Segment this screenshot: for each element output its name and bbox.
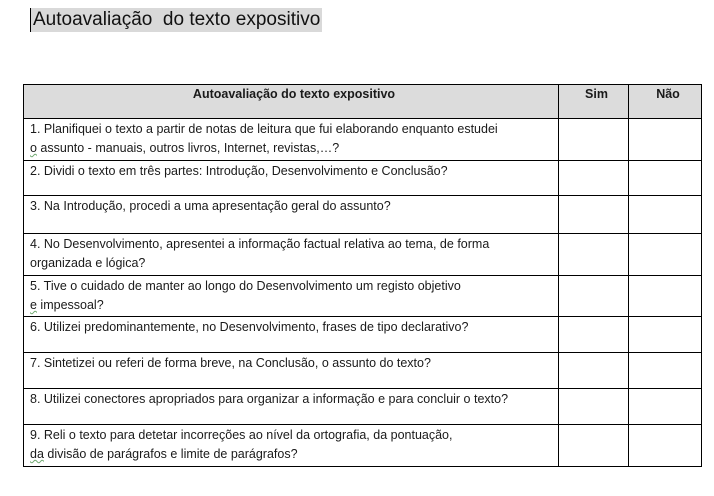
question-text-rest: divisão de parágrafos e limite de parágrafos?: [43, 447, 298, 461]
yes-cell[interactable]: [559, 389, 629, 425]
question-text: 8. Utilizei conectores apropriados para organizar a informação e para concluir o texto?: [30, 392, 509, 406]
table-row: [24, 425, 702, 467]
header-question: Autoavaliação do texto expositivo: [24, 85, 559, 119]
spellcheck-word: o: [30, 141, 37, 155]
table-row: [24, 317, 702, 353]
question-cell: [24, 196, 559, 234]
self-assessment-table: [23, 84, 702, 467]
question-text: 5. Tive o cuidado de manter ao longo do Desenvolvimento um registo objetivo: [30, 279, 461, 293]
table-row: [24, 161, 702, 196]
question-text: 3. Na Introdução, procedi a uma apresentação geral do assunto?: [30, 199, 391, 213]
question-text: 9. Reli o texto para detetar incorreções ao nível da ortografia, da pontuação,: [30, 428, 453, 442]
question-text: 2. Dividi o texto em três partes: Introdução, Desenvolvimento e Conclusão?: [30, 164, 448, 178]
table-header-row: [24, 85, 702, 119]
question-text-rest: assunto - manuais, outros livros, Internet, revistas,…?: [36, 141, 340, 155]
no-cell[interactable]: [629, 276, 702, 317]
question-cell: [24, 425, 559, 467]
question-cell: [24, 276, 559, 317]
header-no: Não: [629, 85, 702, 119]
header-yes: Sim: [559, 85, 629, 119]
question-text-continued: [30, 296, 558, 315]
no-cell[interactable]: [629, 119, 702, 161]
question-cell: [24, 119, 559, 161]
yes-cell[interactable]: [559, 425, 629, 467]
question-cell: [24, 234, 559, 276]
table-row: [24, 119, 702, 161]
document-title: Autoavaliação do texto expositivo: [30, 8, 322, 32]
question-cell: [24, 353, 559, 389]
no-cell[interactable]: [629, 234, 702, 276]
question-text: 6. Utilizei predominantemente, no Desenvolvimento, frases de tipo declarativo?: [30, 320, 469, 334]
yes-cell[interactable]: [559, 119, 629, 161]
table-row: [24, 389, 702, 425]
spellcheck-word: da: [30, 447, 44, 461]
table-row: [24, 196, 702, 234]
yes-cell[interactable]: [559, 276, 629, 317]
question-text-rest: impessoal?: [36, 298, 104, 312]
spellcheck-word: e: [30, 298, 37, 312]
question-cell: [24, 389, 559, 425]
yes-cell[interactable]: [559, 161, 629, 196]
question-text-continued: [30, 445, 558, 464]
yes-cell[interactable]: [559, 353, 629, 389]
question-cell: [24, 317, 559, 353]
question-text: 7. Sintetizei ou referi de forma breve, na Conclusão, o assunto do texto?: [30, 356, 431, 370]
no-cell[interactable]: [629, 317, 702, 353]
yes-cell[interactable]: [559, 317, 629, 353]
no-cell[interactable]: [629, 161, 702, 196]
question-text-continued: [30, 139, 558, 158]
yes-cell[interactable]: [559, 196, 629, 234]
question-text-continued: organizada e lógica?: [30, 256, 146, 270]
no-cell[interactable]: [629, 353, 702, 389]
no-cell[interactable]: [629, 196, 702, 234]
question-text: 1. Planifiquei o texto a partir de notas de leitura que fui elaborando enquanto estudei: [30, 122, 498, 136]
table-row: [24, 353, 702, 389]
yes-cell[interactable]: [559, 234, 629, 276]
table-row: [24, 234, 702, 276]
table-row: [24, 276, 702, 317]
no-cell[interactable]: [629, 389, 702, 425]
question-cell: [24, 161, 559, 196]
question-text: 4. No Desenvolvimento, apresentei a informação factual relativa ao tema, de forma: [30, 237, 490, 251]
no-cell[interactable]: [629, 425, 702, 467]
